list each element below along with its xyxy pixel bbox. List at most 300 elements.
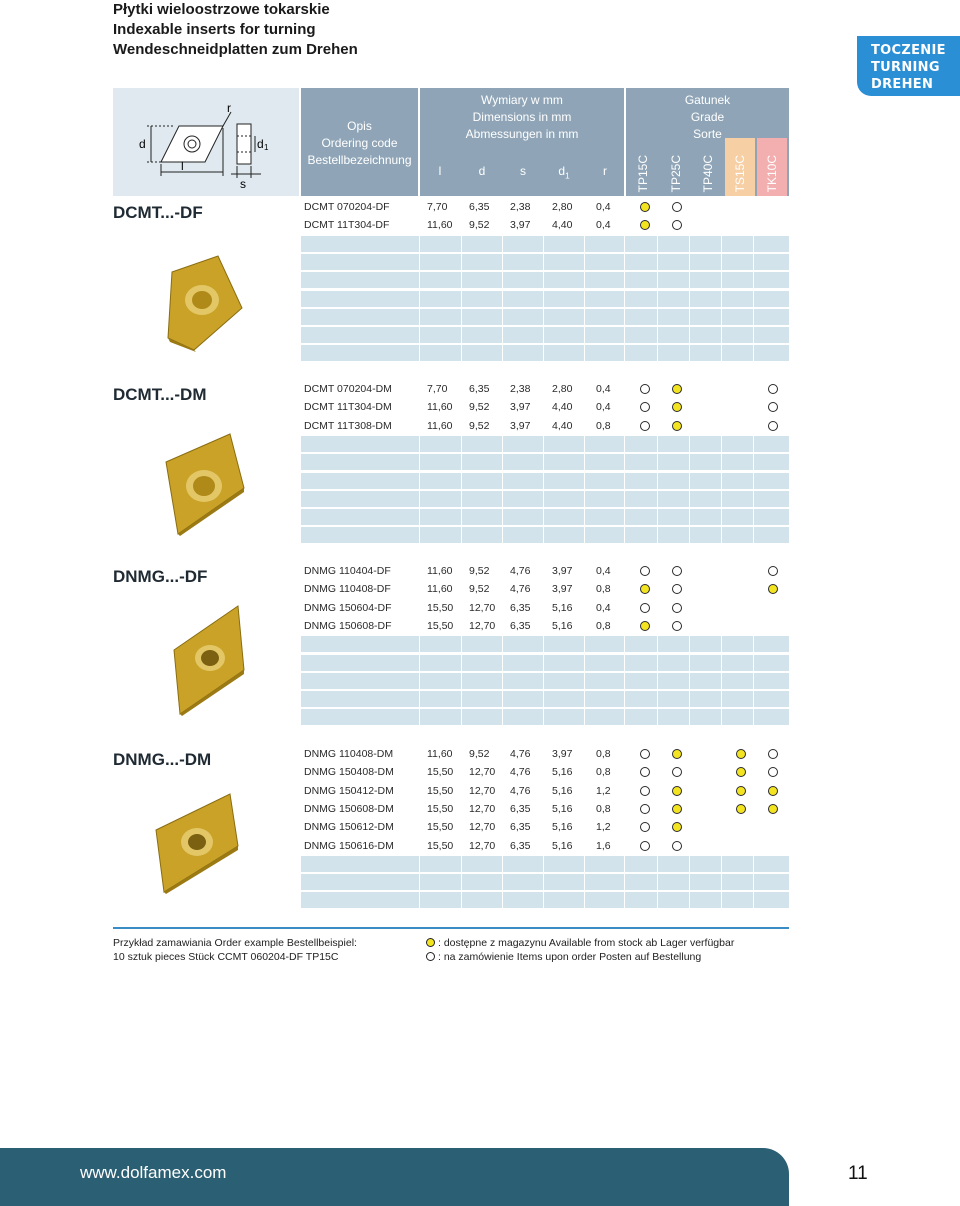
header-grades: [626, 88, 789, 196]
stock-dot-icon: [736, 804, 746, 814]
cell-d1: 5,16: [552, 619, 573, 632]
cell-code: DNMG 110404-DF: [304, 565, 391, 577]
order-dot-icon: [672, 621, 682, 631]
grid-line: [502, 673, 503, 689]
empty-row: [301, 345, 789, 361]
grid-line: [584, 473, 585, 489]
order-dot-icon: [640, 822, 650, 832]
grid-line: [502, 691, 503, 707]
title-de: Wendeschneidplatten zum Drehen: [113, 41, 358, 58]
cell-d1: 3,97: [552, 565, 573, 577]
cell-d1: 3,97: [552, 748, 573, 760]
grid-line: [543, 491, 544, 507]
cell-s: 6,35: [510, 802, 531, 815]
grid-line: [753, 327, 754, 343]
order-dot-icon: [640, 566, 650, 576]
grid-line: [624, 709, 625, 725]
grid-line: [461, 454, 462, 470]
grid-line: [461, 527, 462, 543]
diagram-label-d: d: [139, 137, 146, 151]
cell-l: 15,50: [427, 839, 454, 852]
empty-row: [301, 491, 789, 507]
legend-order: : na zamówienie Items upon order Posten auf Bestellung: [426, 950, 734, 964]
grid-line: [419, 491, 420, 507]
grid-line: [721, 345, 722, 361]
cell-s: 6,35: [510, 619, 531, 632]
grid-line: [543, 436, 544, 452]
empty-row: [301, 236, 789, 252]
grid-line: [419, 709, 420, 725]
header-grade-pl: Gatunek: [684, 93, 731, 107]
grid-line: [657, 655, 658, 671]
stock-dot-icon: [736, 786, 746, 796]
empty-row: [301, 636, 789, 652]
diagram-label-l: l: [181, 159, 184, 173]
header-desc-en: Ordering code: [321, 136, 398, 150]
footer-url[interactable]: www.dolfamex.com: [80, 1163, 227, 1182]
grid-line: [753, 473, 754, 489]
grid-line: [721, 254, 722, 270]
grid-line: [584, 454, 585, 470]
order-dot-icon: [672, 584, 682, 594]
grid-line: [584, 309, 585, 325]
cell-d1: 4,40: [552, 401, 573, 414]
grid-line: [624, 527, 625, 543]
grid-line: [721, 509, 722, 525]
table-row: [301, 618, 789, 634]
cell-d: 9,52: [469, 565, 490, 577]
table-row: [301, 838, 789, 854]
cell-r: 1,2: [596, 821, 611, 834]
stock-dot-icon: [640, 202, 650, 212]
section-label-dnmg-df: DNMG...-DF: [113, 567, 208, 586]
order-dot-icon: [768, 421, 778, 431]
grid-line: [753, 291, 754, 307]
grid-line: [624, 874, 625, 890]
insert-image-dcmt-df: [160, 254, 250, 354]
cell-d1: 5,16: [552, 601, 573, 614]
stock-dot-icon: [672, 804, 682, 814]
cell-l: 11,60: [427, 419, 453, 432]
cell-code: DCMT 11T304-DM: [304, 401, 392, 414]
grid-line: [502, 527, 503, 543]
grid-line: [721, 892, 722, 908]
grid-line: [721, 709, 722, 725]
cell-code: DNMG 150604-DF: [304, 601, 392, 614]
grid-line: [624, 473, 625, 489]
grid-line: [543, 673, 544, 689]
stock-dot-icon: [768, 804, 778, 814]
grid-line: [584, 892, 585, 908]
grid-line: [689, 509, 690, 525]
grid-line: [753, 709, 754, 725]
grid-line: [689, 691, 690, 707]
grid-line: [689, 436, 690, 452]
grid-line: [584, 691, 585, 707]
stock-dot-icon: [672, 421, 682, 431]
stock-dot-icon: [426, 938, 435, 947]
title-pl: Płytki wieloostrzowe tokarskie: [113, 1, 330, 18]
stock-dot-icon: [640, 621, 650, 631]
grid-line: [689, 272, 690, 288]
empty-row: [301, 254, 789, 270]
grid-line: [584, 527, 585, 543]
grid-line: [657, 272, 658, 288]
cell-d: 9,52: [469, 401, 490, 414]
grid-line: [657, 345, 658, 361]
order-dot-icon: [672, 202, 682, 212]
grid-line: [624, 436, 625, 452]
grid-line: [689, 874, 690, 890]
cell-d1: 5,16: [552, 821, 573, 834]
grid-line: [624, 691, 625, 707]
order-dot-icon: [672, 767, 682, 777]
order-dot-icon: [640, 749, 650, 759]
grid-line: [753, 673, 754, 689]
grid-line: [721, 655, 722, 671]
grid-line: [543, 345, 544, 361]
grid-line: [689, 527, 690, 543]
order-dot-icon: [640, 767, 650, 777]
grid-line: [461, 673, 462, 689]
cell-l: 15,50: [427, 784, 454, 797]
empty-row: [301, 874, 789, 890]
table-row: [301, 563, 789, 579]
order-dot-icon: [768, 749, 778, 759]
cell-d: 9,52: [469, 419, 490, 432]
empty-row: [301, 655, 789, 671]
dim-col-d1-main: d: [558, 164, 566, 178]
grid-line: [419, 892, 420, 908]
table-row: [301, 764, 789, 780]
cell-d1: 2,80: [552, 383, 573, 395]
grid-line: [543, 473, 544, 489]
grid-line: [753, 345, 754, 361]
grid-line: [419, 236, 420, 252]
grid-line: [584, 327, 585, 343]
grid-line: [624, 509, 625, 525]
cell-code: DCMT 070204-DM: [304, 383, 392, 395]
grid-line: [419, 473, 420, 489]
cell-code: DNMG 150412-DM: [304, 784, 394, 797]
cell-s: 2,38: [510, 201, 531, 213]
cell-r: 1,6: [596, 839, 611, 852]
diagram-label-r: r: [227, 101, 231, 115]
grid-line: [624, 454, 625, 470]
cell-s: 2,38: [510, 383, 531, 395]
grid-line: [419, 673, 420, 689]
empty-row: [301, 673, 789, 689]
grid-line: [543, 327, 544, 343]
grid-line: [543, 892, 544, 908]
insert-image-dnmg-dm: [150, 790, 244, 896]
grid-line: [657, 254, 658, 270]
order-example-line2: 10 sztuk pieces Stück CCMT 060204-DF TP15C: [113, 951, 339, 963]
cell-s: 6,35: [510, 839, 531, 852]
page-titles: [113, 0, 358, 60]
grid-line: [721, 327, 722, 343]
grid-line: [721, 527, 722, 543]
grid-line: [721, 856, 722, 872]
table-row: [301, 819, 789, 835]
grid-line: [624, 636, 625, 652]
grid-line: [419, 527, 420, 543]
cell-code: DNMG 150616-DM: [304, 839, 394, 852]
empty-row: [301, 527, 789, 543]
dim-col-d: d: [478, 164, 486, 178]
grid-line: [502, 327, 503, 343]
grid-line: [502, 709, 503, 725]
grid-line: [753, 436, 754, 452]
grid-line: [502, 254, 503, 270]
grid-line: [689, 636, 690, 652]
grid-line: [657, 709, 658, 725]
grid-line: [657, 892, 658, 908]
header-dimensions: [420, 88, 624, 196]
stock-dot-icon: [672, 749, 682, 759]
order-dot-icon: [672, 566, 682, 576]
grid-line: [657, 236, 658, 252]
cell-d1: 5,16: [552, 839, 573, 852]
stock-dot-icon: [640, 584, 650, 594]
dim-col-s: s: [520, 164, 526, 178]
cell-s: 3,97: [510, 419, 531, 432]
grade-col-tp40c: TP40C: [701, 154, 715, 192]
cell-s: 4,76: [510, 748, 531, 760]
grid-line: [543, 636, 544, 652]
table-row: [301, 217, 789, 233]
header-dim-pl: Wymiary w mm: [481, 93, 563, 107]
cell-s: 4,76: [510, 583, 531, 596]
grid-line: [543, 254, 544, 270]
grid-line: [461, 345, 462, 361]
diagram-label-d1-sub: 1: [264, 143, 269, 152]
cell-r: 0,4: [596, 601, 611, 614]
cell-l: 11,60: [427, 565, 453, 577]
grid-line: [624, 673, 625, 689]
grid-line: [461, 436, 462, 452]
cell-code: DNMG 110408-DM: [304, 748, 394, 760]
grid-line: [461, 309, 462, 325]
order-dot-icon: [640, 402, 650, 412]
grid-line: [419, 436, 420, 452]
cell-l: 15,50: [427, 821, 454, 834]
insert-diagram: [113, 88, 299, 196]
title-en: Indexable inserts for turning: [113, 21, 316, 38]
cell-s: 6,35: [510, 601, 531, 614]
empty-row: [301, 309, 789, 325]
grid-line: [543, 709, 544, 725]
grid-line: [721, 874, 722, 890]
grid-line: [753, 892, 754, 908]
grid-line: [689, 291, 690, 307]
grid-line: [584, 709, 585, 725]
grid-line: [753, 454, 754, 470]
tag-line-pl: TOCZENIE: [871, 43, 946, 58]
order-dot-icon: [768, 384, 778, 394]
grid-line: [584, 874, 585, 890]
grid-line: [502, 473, 503, 489]
grid-line: [721, 673, 722, 689]
cell-d: 12,70: [469, 821, 496, 834]
grid-line: [461, 892, 462, 908]
grid-line: [502, 309, 503, 325]
order-dot-icon: [640, 786, 650, 796]
grid-line: [721, 454, 722, 470]
grid-line: [419, 691, 420, 707]
grid-line: [721, 436, 722, 452]
order-dot-icon: [640, 841, 650, 851]
cell-d: 9,52: [469, 219, 490, 232]
grid-line: [461, 272, 462, 288]
diagram-label-d1: d: [257, 137, 264, 151]
insert-image-dcmt-dm: [158, 430, 250, 536]
grid-line: [584, 856, 585, 872]
grid-line: [689, 491, 690, 507]
empty-row: [301, 709, 789, 725]
cell-d: 12,70: [469, 802, 496, 815]
cell-d: 12,70: [469, 784, 496, 797]
cell-code: DNMG 110408-DF: [304, 583, 391, 596]
dim-col-r: r: [603, 164, 607, 178]
cell-d1: 5,16: [552, 766, 573, 779]
empty-row: [301, 272, 789, 288]
grid-line: [624, 254, 625, 270]
grid-line: [584, 636, 585, 652]
order-dot-icon: [768, 402, 778, 412]
grid-line: [502, 655, 503, 671]
cell-d: 6,35: [469, 201, 490, 213]
grid-line: [624, 345, 625, 361]
grid-line: [543, 291, 544, 307]
grid-line: [419, 309, 420, 325]
grid-line: [419, 655, 420, 671]
grid-line: [689, 473, 690, 489]
cell-code: DNMG 150608-DM: [304, 802, 394, 815]
bottom-divider: [113, 927, 789, 929]
stock-dot-icon: [672, 822, 682, 832]
grid-line: [689, 327, 690, 343]
grid-line: [461, 254, 462, 270]
grid-line: [461, 236, 462, 252]
grid-line: [753, 491, 754, 507]
grid-line: [657, 527, 658, 543]
cell-l: 15,50: [427, 766, 454, 779]
grid-line: [624, 272, 625, 288]
grid-line: [689, 892, 690, 908]
grid-line: [419, 327, 420, 343]
grid-line: [657, 509, 658, 525]
cell-code: DCMT 070204-DF: [304, 201, 390, 213]
grid-line: [461, 856, 462, 872]
grid-line: [657, 327, 658, 343]
grid-line: [753, 691, 754, 707]
cell-code: DNMG 150612-DM: [304, 821, 394, 834]
table-row: [301, 783, 789, 799]
grid-line: [721, 291, 722, 307]
table-row: [301, 418, 789, 434]
grid-line: [461, 874, 462, 890]
grid-line: [624, 291, 625, 307]
grid-line: [461, 691, 462, 707]
grid-line: [502, 291, 503, 307]
grid-line: [419, 874, 420, 890]
grade-col-tp15c: TP15C: [636, 154, 650, 192]
grid-line: [753, 236, 754, 252]
grid-line: [502, 436, 503, 452]
dim-col-d1: [544, 164, 584, 180]
cell-r: 0,4: [596, 219, 611, 232]
grid-line: [419, 454, 420, 470]
stock-dot-icon: [768, 584, 778, 594]
grid-line: [657, 856, 658, 872]
table-row: [301, 600, 789, 616]
grid-line: [657, 309, 658, 325]
empty-row: [301, 509, 789, 525]
grid-line: [461, 709, 462, 725]
order-dot-icon: [640, 603, 650, 613]
cell-s: 4,76: [510, 784, 531, 797]
order-dot-icon: [640, 804, 650, 814]
grid-line: [419, 291, 420, 307]
cell-r: 0,8: [596, 619, 611, 632]
grid-line: [543, 454, 544, 470]
cell-r: 0,8: [596, 748, 611, 760]
cell-d1: 5,16: [552, 784, 573, 797]
grid-line: [624, 327, 625, 343]
grid-line: [721, 636, 722, 652]
grid-line: [624, 892, 625, 908]
order-dot-icon: [768, 566, 778, 576]
grid-line: [689, 856, 690, 872]
table-row: [301, 199, 789, 215]
grid-line: [584, 509, 585, 525]
cell-code: DNMG 150408-DM: [304, 766, 394, 779]
grid-line: [502, 636, 503, 652]
cell-r: 0,8: [596, 766, 611, 779]
grid-line: [584, 254, 585, 270]
cell-d: 12,70: [469, 839, 496, 852]
tag-line-de: DREHEN: [871, 77, 934, 92]
cell-d: 9,52: [469, 748, 490, 760]
cell-code: DCMT 11T308-DM: [304, 419, 392, 432]
grid-line: [689, 345, 690, 361]
insert-dimension-drawing: [113, 88, 299, 196]
cell-l: 11,60: [427, 401, 453, 414]
cell-d1: 2,80: [552, 201, 573, 213]
dim-col-l: l: [438, 164, 442, 178]
grid-line: [461, 291, 462, 307]
header-desc-pl: Opis: [347, 119, 372, 133]
cell-d: 12,70: [469, 766, 496, 779]
grid-line: [419, 345, 420, 361]
grid-line: [689, 309, 690, 325]
order-dot-icon: [426, 952, 435, 961]
diagram-label-s: s: [240, 177, 246, 191]
grid-line: [753, 309, 754, 325]
stock-dot-icon: [640, 220, 650, 230]
header-dim-de: Abmessungen in mm: [465, 127, 579, 141]
grid-line: [502, 856, 503, 872]
grid-line: [753, 856, 754, 872]
grid-line: [502, 509, 503, 525]
grid-line: [461, 655, 462, 671]
cell-r: 0,8: [596, 583, 611, 596]
grid-line: [753, 636, 754, 652]
grid-line: [753, 254, 754, 270]
empty-row: [301, 691, 789, 707]
grid-line: [543, 691, 544, 707]
